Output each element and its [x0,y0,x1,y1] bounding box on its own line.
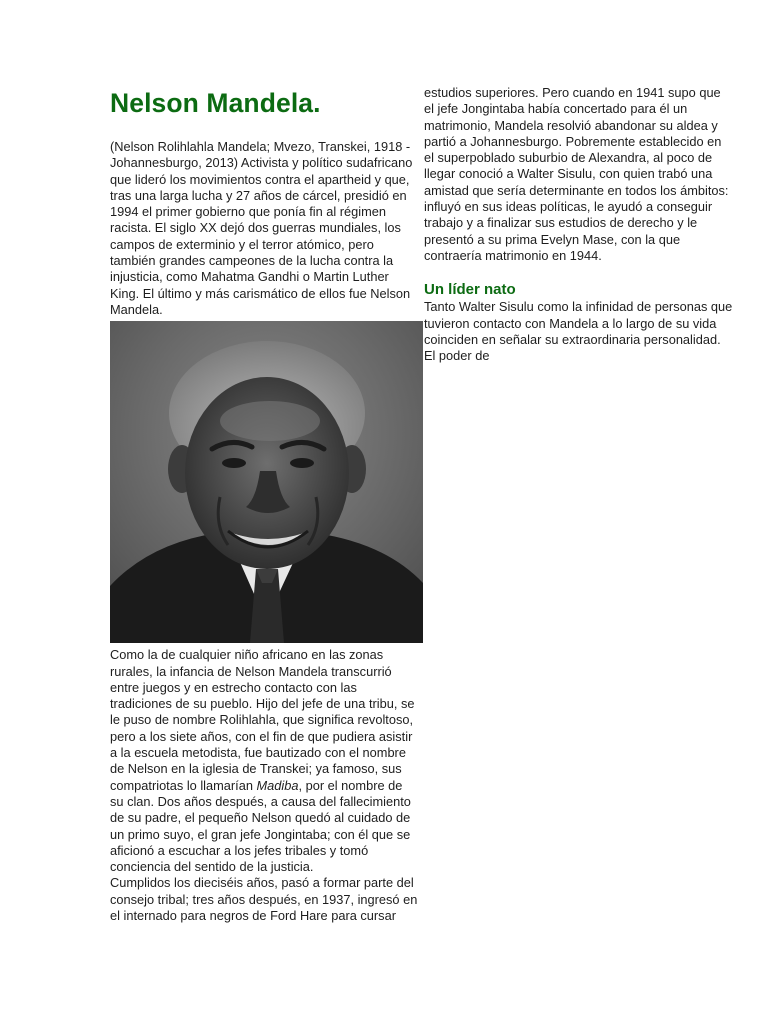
teen-years-paragraph: Cumplidos los dieciséis años, pasó a formar parte del consejo tribal; tres años después, en 1937, ingresó en el internado para negros de Ford Hare para cursar [110,875,418,924]
page-title: Nelson Mandela. [110,88,321,118]
mandela-portrait-photo [110,321,423,643]
section-heading-lider-nato: Un líder nato [424,281,516,299]
childhood-text-end: , por el nombre de su clan. Dos años después, a causa del fallecimiento de su padre, el pequeño Nelson quedó al cuidado de un primo suyo, el gran jefe Jongintaba; con él que se aficionó a escuchar a los jefes tribales y tomó conciencia del sentido de la justicia. [110,777,411,875]
intro-paragraph: (Nelson Rolihlahla Mandela; Mvezo, Transkei, 1918 - Johannesburgo, 2013) Activista y político sudafricano que lideró los movimientos contra el apartheid y que, tras una larga lucha y 27 años de cárcel, presidió en 1994 el primer gobierno que ponía fin al régimen racista. El siglo XX dejó dos guerras mundiales, los campos de exterminio y el terror atómico, pero también grandes campeones de la lucha contra la injusticia, como Mahatma Gandhi o Martin Luther King. El último y más carismático de ellos fue Nelson Mandela. [110,139,413,317]
nickname-madiba: Madiba [256,777,299,793]
childhood-text-start: Como la de cualquier niño africano en las zonas rurales, la infancia de Nelson Mandela transcurrió entre juegos y en estrecho contacto con las tradiciones de su pueblo. Hijo del jefe de una tribu, se le puso de nombre Rolihlahla, que significa revoltoso, pero a los siete años, con el fin de que pudiera asistir a la escuela metodista, fue bautizado con el nombre de Nelson en la iglesia de Transkei; ya famoso, sus compatriotas lo llamarían [110,647,415,793]
right-column [424,85,742,364]
studies-paragraph: estudios superiores. Pero cuando en 1941 supo que el jefe Jongintaba había concertado para él un matrimonio, Mandela resolvió abandonar su aldea y partió a Johannesburgo. Pobremente establecido en el superpoblado suburbio de Alexandra, al poco de llegar conoció a Walter Sisulu, con quien trabó una amistad que sería determinante en todos los ámbitos: influyó en sus ideas políticas, le ayudó a conseguir trabajo y a finalizar sus estudios de derecho y le presentó a su prima Evelyn Mase, con la que contraería matrimonio en 1944. [424,85,729,263]
left-column [110,86,423,924]
leader-paragraph: Tanto Walter Sisulu como la infinidad de personas que tuvieron contacto con Mandela a lo largo de su vida coinciden en señalar su extraordinaria personalidad. El poder de [424,299,733,364]
childhood-paragraph [110,647,423,875]
